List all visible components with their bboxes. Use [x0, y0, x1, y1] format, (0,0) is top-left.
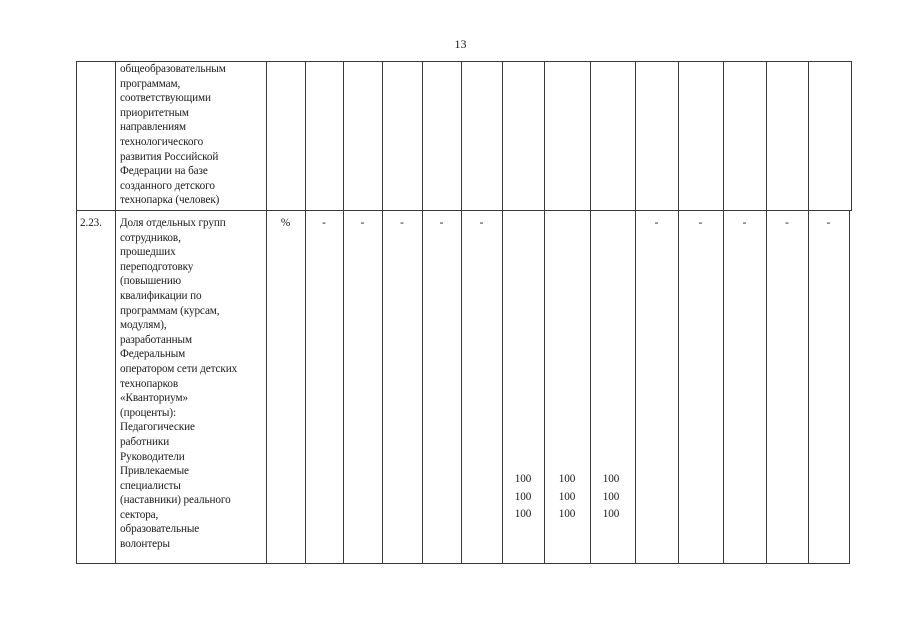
- row-223-unit: %: [280, 217, 291, 229]
- dash-cell: -: [698, 217, 703, 229]
- value-cell: 100: [602, 490, 620, 503]
- page-number: 13: [454, 37, 467, 51]
- dash-cell: -: [785, 217, 789, 229]
- dash-cell: -: [742, 217, 747, 229]
- dash-cell: -: [654, 217, 659, 229]
- dash-cell: -: [479, 217, 484, 229]
- dash-cell: -: [826, 217, 831, 229]
- dash-cell: -: [360, 217, 365, 229]
- value-cell: 100: [558, 473, 576, 485]
- dash-cell: -: [322, 217, 326, 229]
- value-cell: 100: [602, 508, 620, 520]
- dash-cell: -: [439, 217, 444, 229]
- row-top-description: общеобразовательным программам, соответствующими приоритетным направлениям технологического развития Российской Федерации на базе созданного детского технопарка (человек): [120, 63, 226, 207]
- value-cell: 100: [514, 473, 532, 485]
- value-cell: 100: [558, 508, 576, 520]
- dash-cell: -: [400, 217, 404, 229]
- value-cell: 100: [514, 490, 532, 503]
- value-cell: 100: [602, 473, 620, 485]
- value-cell: 100: [514, 508, 532, 520]
- row-223-number: 2.23.: [80, 217, 102, 229]
- value-cell: 100: [558, 490, 576, 503]
- row-223-description: Доля отдельных групп сотрудников, прошедших переподготовку (повышению квалификации по программам (курсам, модулям), разработанным Федеральным оператором сети детских технопарков «Кванториум» (проценты): Педагогические работники Руководители Привлекаемые специалисты (наставники) реального сектора, образовательные волонтеры: [120, 217, 238, 551]
